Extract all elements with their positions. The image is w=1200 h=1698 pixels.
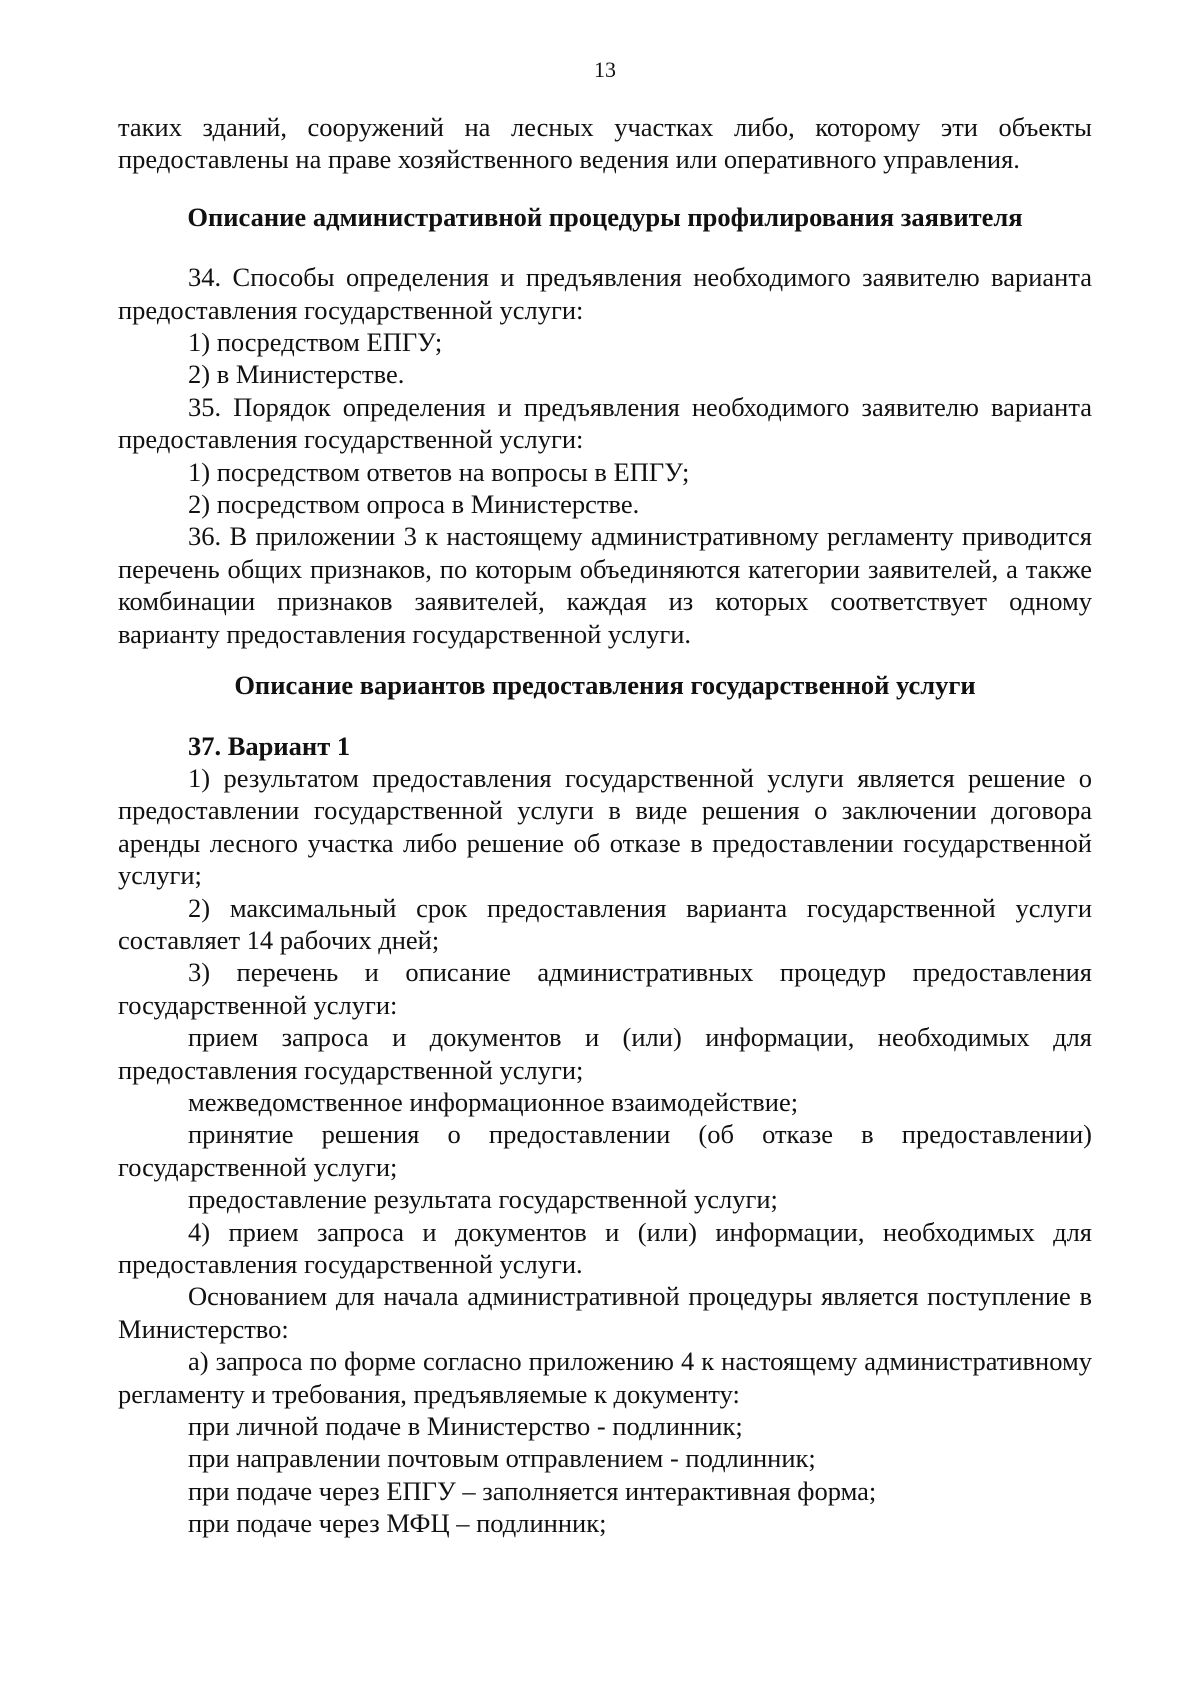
- list-item: 1) посредством ответов на вопросы в ЕПГУ;: [188, 456, 690, 487]
- page-number: 13: [594, 57, 616, 82]
- section-heading-variants: Описание вариантов предоставления государственной услуги: [234, 670, 976, 701]
- list-item: 3) перечень и описание административных процедур предоставления государственной услуги:: [118, 957, 1092, 1020]
- continuation-paragraph: таких зданий, сооружений на лесных участках либо, которому эти объекты предоставлены на праве хозяйственного ведения или оперативного управления.: [118, 112, 1092, 175]
- paragraph-36: 36. В приложении 3 к настоящему административному регламенту приводится перечень общих признаков, по которым объединяются категории заявителей, а также комбинации признаков заявителей, каждая из которых соответствует одному варианту предоставления государственной услуги.: [118, 521, 1092, 649]
- list-item: а) запроса по форме согласно приложению 4 к настоящему административному регламенту и требования, предъявляемые к документу:: [118, 1346, 1092, 1409]
- paragraph-basis: Основанием для начала административной процедуры является поступление в Министерство:: [118, 1281, 1092, 1344]
- list-item: 4) прием запроса и документов и (или) информации, необходимых для предоставления государственной услуги.: [118, 1216, 1092, 1279]
- list-item: межведомственное информационное взаимодействие;: [188, 1086, 799, 1117]
- paragraph-35: 35. Порядок определения и предъявления необходимого заявителю варианта предоставления государственной услуги:: [118, 391, 1092, 455]
- document-page: [118, 56, 1092, 1540]
- list-item: 2) максимальный срок предоставления варианта государственной услуги составляет 14 рабочих дней;: [118, 892, 1092, 955]
- list-item: принятие решения о предоставлении (об отказе в предоставлении) государственной услуги;: [118, 1119, 1092, 1182]
- list-item: предоставление результата государственной услуги;: [188, 1184, 778, 1215]
- list-item: при подаче через МФЦ – подлинник;: [188, 1508, 607, 1539]
- list-item: при направлении почтовым отправлением - подлинник;: [188, 1443, 816, 1474]
- list-item: при личной подаче в Министерство - подлинник;: [188, 1411, 743, 1442]
- list-item: при подаче через ЕПГУ – заполняется интерактивная форма;: [188, 1475, 877, 1506]
- list-item: 2) посредством опроса в Министерстве.: [188, 489, 640, 520]
- paragraph-34: 34. Способы определения и предъявления необходимого заявителю варианта предоставления государственной услуги:: [118, 262, 1092, 325]
- list-item: прием запроса и документов и (или) информации, необходимых для предоставления государственной услуги;: [118, 1022, 1092, 1085]
- variant-title: 37. Вариант 1: [188, 730, 351, 761]
- list-item: 2) в Министерстве.: [188, 359, 405, 390]
- list-item: 1) результатом предоставления государственной услуги является решение о предоставлении государственной услуги в виде решения о заключении договора аренды лесного участка либо решение об отказе в предоставлении государственной услуги;: [118, 762, 1092, 891]
- section-heading-profiling: Описание административной процедуры профилирования заявителя: [187, 201, 1023, 232]
- list-item: 1) посредством ЕПГУ;: [188, 327, 443, 358]
